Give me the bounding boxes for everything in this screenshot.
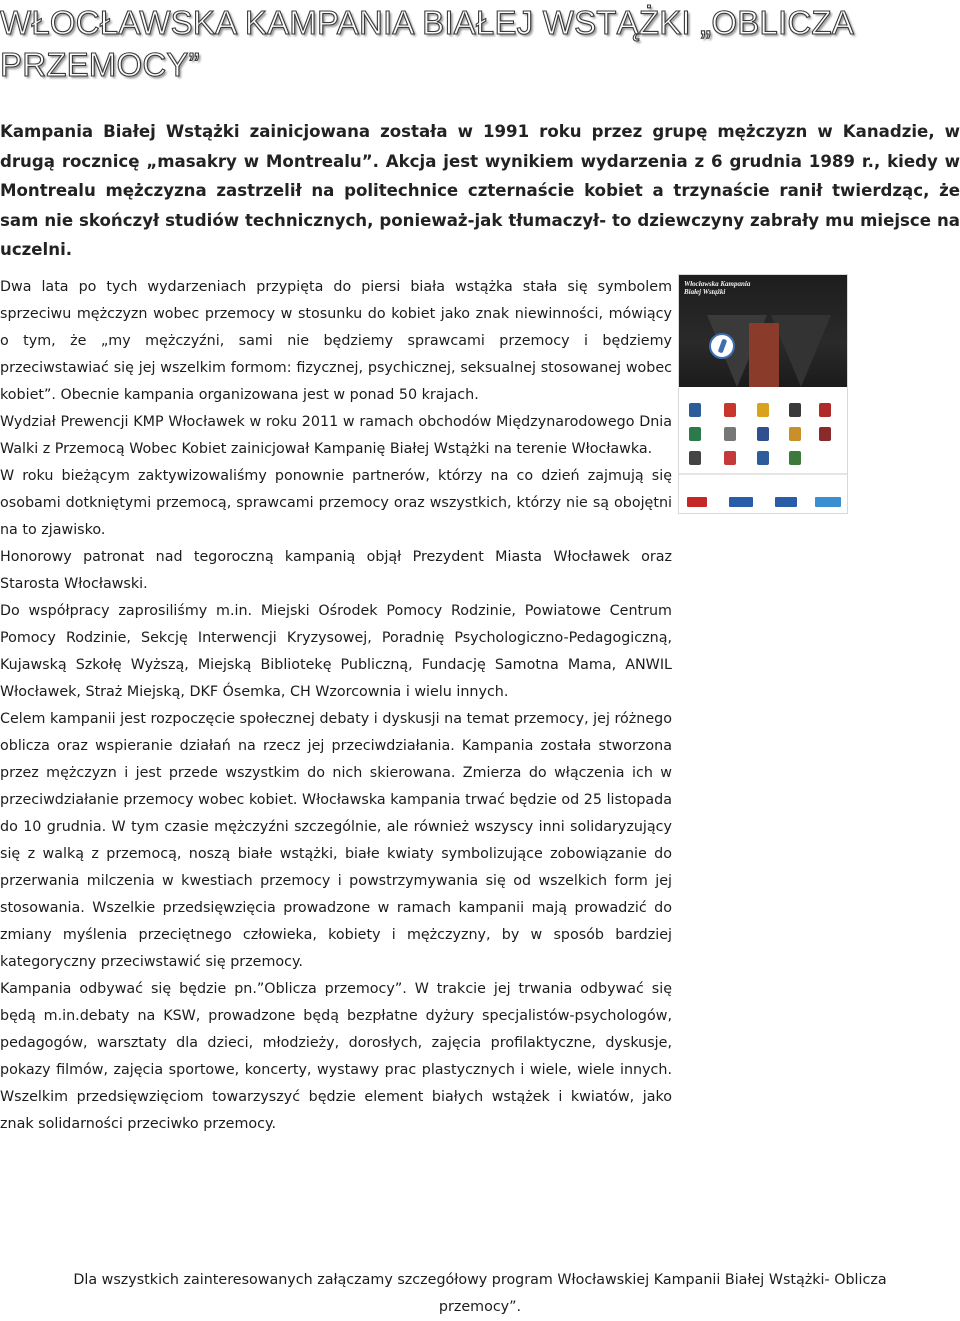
campaign-poster-image [678, 274, 848, 514]
shirt-shape [749, 323, 779, 387]
partner-logo-9 [789, 427, 801, 441]
poster-title: Włocławska Kampania Białej Wstążki [684, 280, 751, 296]
partner-logo-3 [757, 403, 769, 417]
partner-logo-13 [757, 451, 769, 465]
body-paragraph-6: Celem kampanii jest rozpoczęcie społecznej debaty i dyskusji na temat przemocy, jej różnego oblicza oraz wspieranie działań na rzecz jej przeciwdziałania. Kampania została stworzona przez mężczyzn i jest przede wszystkim do nich skierowana. Zmierza do włączenia ich w przeciwdziałanie przemocy wobec kobiet. Włocławska kampania trwać będzie od 25 listopada do 10 grudnia. W tym czasie mężczyźni szczególnie, ale również wszyscy inni solidaryzujący się z walką z przemocą, noszą białe wstążki, białe kwiaty symbolizujące zobowiązanie do przerwania milczenia w kwestiach przemocy i powstrzymywania się od wszelkich form jej stosowania. Wszelkie przedsięwzięcia prowadzone w ramach kampanii mają prowadzić do zmiany myślenia przeciętnego człowieka, kobiety i mężczyzny, by w sposób bardziej kategoryczny przeciwstawić się przemocy. [0, 711, 672, 970]
partner-logo-14 [789, 451, 801, 465]
body-paragraph-4: Honorowy patronat nad tegoroczną kampanią objął Prezydent Miasta Włocławek oraz Starosta Włocławski. [0, 549, 672, 592]
partner-logo-6 [689, 427, 701, 441]
sponsor-logo-4 [815, 497, 841, 507]
body-paragraph-3: W roku bieżącym zaktywizowaliśmy ponownie partnerów, którzy na co dzień zajmują się osobami dotkniętymi przemocą, sprawcami przemocy oraz wszystkich, którzy nie są obojętni na to zjawisko. [0, 468, 672, 538]
partner-logo-1 [689, 403, 701, 417]
page-title: WŁOCŁAWSKA KAMPANIA BIAŁEJ WSTĄŻKI „OBLICZA PRZEMOCY” [0, 4, 853, 83]
partner-logo-5 [819, 403, 831, 417]
body-paragraph-7: Kampania odbywać się będzie pn.”Oblicza przemocy”. W trakcie jej trwania odbywać się będą m.in.debaty na KSW, prowadzone będą bezpłatne dyżury specjalistów-psychologów, pedagogów, warsztaty dla dzieci, młodzieży, dorosłych, zajęcia profilaktyczne, dyskusje, pokazy filmów, zajęcia sportowe, koncerty, wystawy prac plastycznych i wiele, wiele innych. Wszelkim przedsięwzięciom towarzyszyć będzie element białych wstążek i kwiatów, jako znak solidarności przeciwko przemocy. [0, 981, 672, 1132]
white-ribbon-badge-icon [709, 333, 735, 359]
suit-right-shape [771, 315, 831, 387]
sponsor-logo-1 [687, 497, 707, 507]
body-paragraph-5: Do współpracy zaprosiliśmy m.in. Miejski Ośrodek Pomocy Rodzinie, Powiatowe Centrum Pomocy Rodzinie, Sekcję Interwencji Kryzysowej, Poradnię Psychologiczno-Pedagogiczną, Kujawską Szkołę Wyższą, Miejską Bibliotekę Publiczną, Fundację Samotna Mama, ANWIL Włocławek, Straż Miejską, DKF Ósemka, CH Wzorcownia i wielu innych. [0, 603, 672, 700]
article-body [0, 274, 672, 1138]
partner-logo-10 [819, 427, 831, 441]
poster-divider [679, 473, 848, 475]
partner-logo-4 [789, 403, 801, 417]
partner-logo-8 [757, 427, 769, 441]
partner-logo-12 [724, 451, 736, 465]
footer-note: Dla wszystkich zainteresowanych załączamy szczegółowy program Włocławskiej Kampanii Białej Wstążki- Oblicza przemocy”. [73, 1272, 887, 1315]
sponsor-logo-3 [775, 497, 797, 507]
partner-logo-11 [689, 451, 701, 465]
partner-logo-2 [724, 403, 736, 417]
intro-paragraph: Kampania Białej Wstążki zainicjowana została w 1991 roku przez grupę mężczyzn w Kanadzie, w drugą rocznicę „masakry w Montrealu”. Akcja jest wynikiem wydarzenia z 6 grudnia 1989 r., kiedy w Montrealu mężczyzna zastrzelił na politechnice czternaście kobiet a trzynaście ranił twierdząc, że sam nie skończył studiów technicznych, ponieważ-jak tłumaczył- to dziewczyny zabrały mu miejsce na uczelni. [0, 122, 960, 260]
partner-logo-7 [724, 427, 736, 441]
body-paragraph-1: Dwa lata po tych wydarzeniach przypięta do piersi biała wstążka stała się symbolem sprzeciwu mężczyzn wobec przemocy w stosunku do kobiet jako znak niewinności, mówiący o tym, że „my mężczyźni, sami nie będziemy sprawcami przemocy i będziemy przeciwstawiać się jej wszelkim formom: fizycznej, psychicznej, seksualnej stosowanej wobec kobiet”. Obecnie kampania organizowana jest w ponad 50 krajach. [0, 279, 672, 403]
poster-photo [679, 275, 848, 387]
sponsor-logo-2 [729, 497, 753, 507]
body-paragraph-2: Wydział Prewencji KMP Włocławek w roku 2011 w ramach obchodów Międzynarodowego Dnia Walki z Przemocą Wobec Kobiet zainicjował Kampanię Białej Wstążki na terenie Włocławka. [0, 414, 672, 457]
